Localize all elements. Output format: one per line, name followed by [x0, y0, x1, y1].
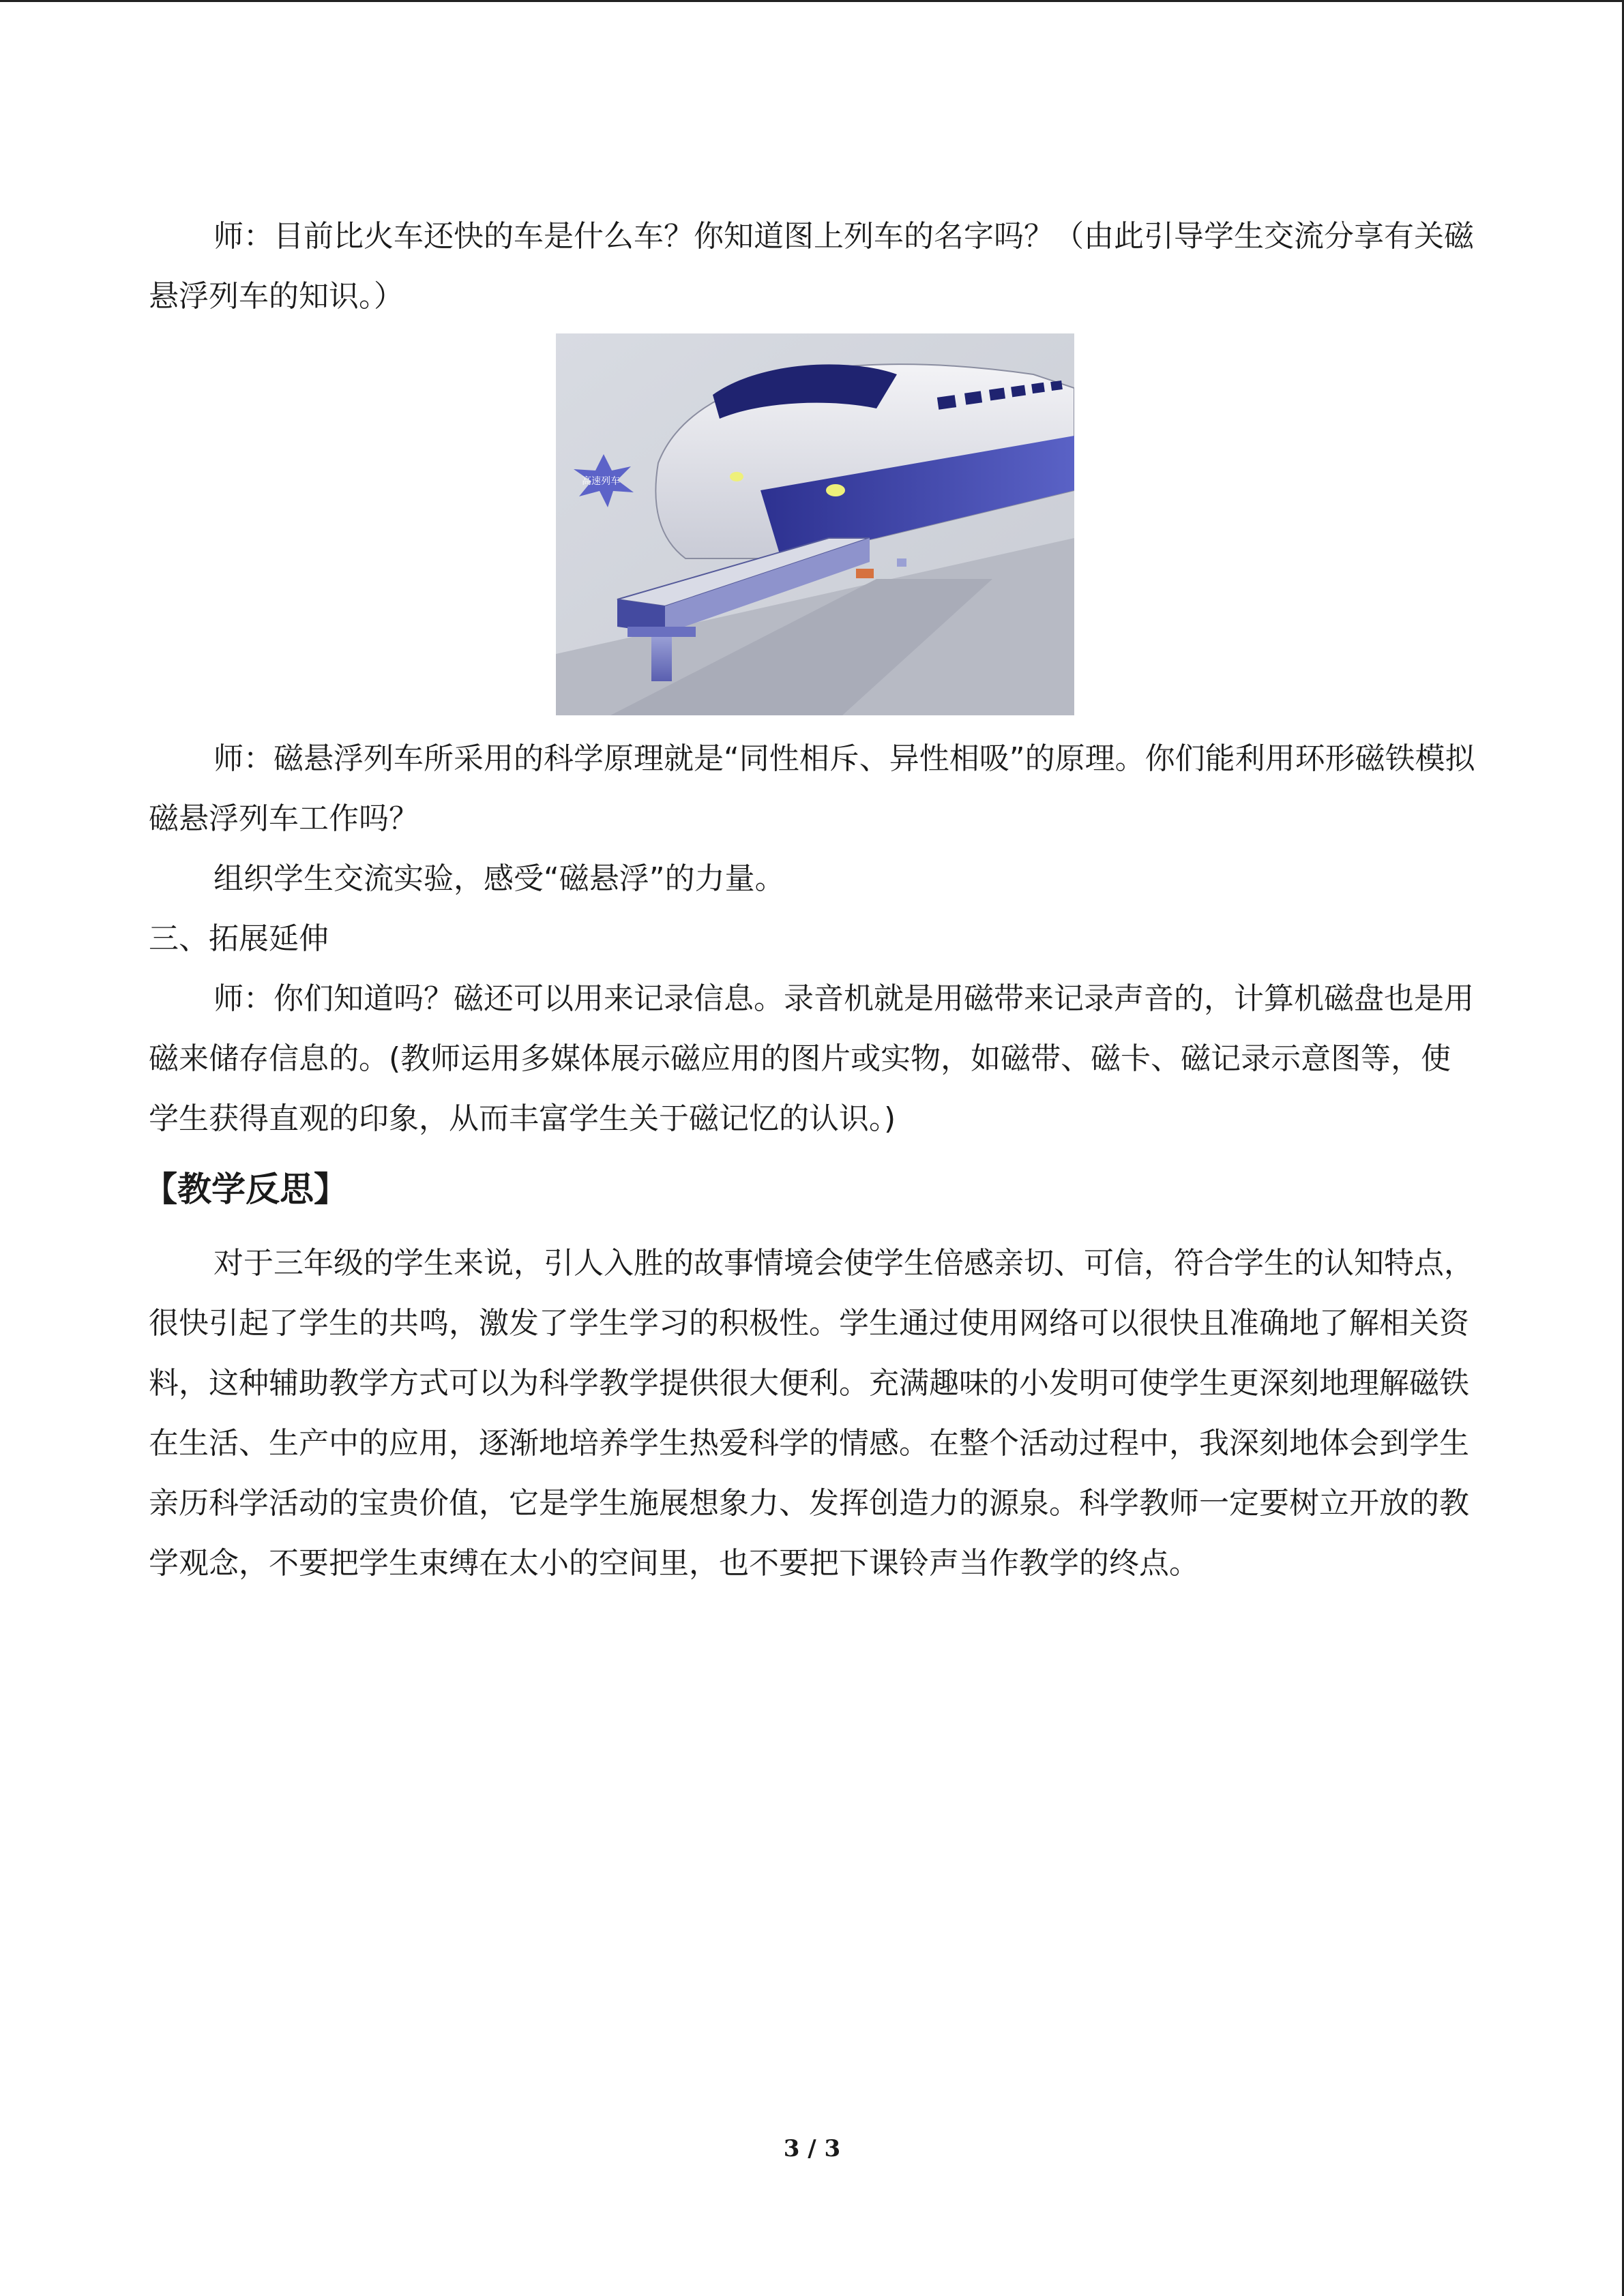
extension-paragraph: 师：你们知道吗？磁还可以用来记录信息。录音机就是用磁带来记录声音的，计算机磁盘也是用磁来储存信息的。(教师运用多媒体展示磁应用的图片或实物，如磁带、磁卡、磁记录示意图等，使学生获得直观的印象，从而丰富学生关于磁记忆的认识。): [149, 981, 1474, 1136]
experiment-paragraph: 组织学生交流实验，感受“磁悬浮”的力量。: [213, 861, 785, 896]
reflection-heading: 【教学反思】: [143, 1169, 348, 1209]
reflection-paragraph: 对于三年级的学生来说，引人入胜的故事情境会使学生倍感亲切、可信，符合学生的认知特点，很快引起了学生的共鸣，激发了学生学习的积极性。学生通过使用网络可以很快且准确地了解相关资料，这种辅助教学方式可以为科学教学提供很大便利。充满趣味的小发明可使学生更深刻地理解磁铁在生活、生产中的应用，逐渐地培养学生热爱科学的情感。在整个活动过程中，我深刻地体会到学生亲历科学活动的宝贵价值，它是学生施展想象力、发挥创造力的源泉。科学教师一定要树立开放的教学观念，不要把学生束缚在太小的空间里，也不要把下课铃声当作教学的终点。: [149, 1246, 1474, 1581]
maglev-principle-paragraph: 师：磁悬浮列车所采用的科学原理就是“同性相斥、异性相吸”的原理。你们能利用环形磁铁模拟磁悬浮列车工作吗？: [149, 741, 1475, 836]
teacher-question-paragraph: 师：目前比火车还快的车是什么车？你知道图上列车的名字吗？（由此引导学生交流分享有关磁悬浮列车的知识。）: [149, 219, 1474, 314]
page-content: [143, 207, 1479, 1594]
page-number: 3 / 3: [783, 2135, 841, 2162]
maglev-train-image: [556, 333, 1074, 715]
section-three-heading: 三、拓展延伸: [149, 921, 329, 956]
train-label: 高速列车: [582, 476, 620, 487]
